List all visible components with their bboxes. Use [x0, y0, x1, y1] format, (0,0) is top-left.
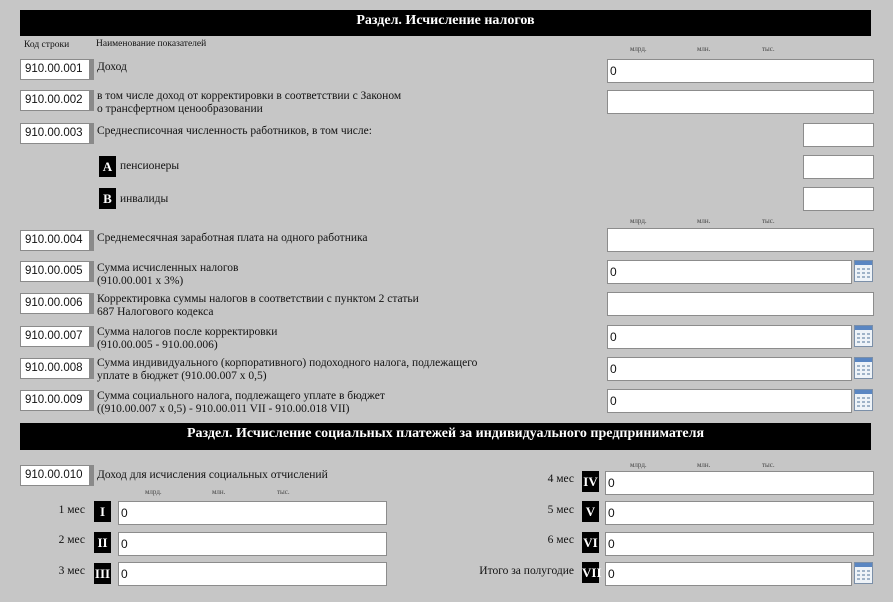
month-2-label: 2 мес: [58, 534, 85, 546]
row-code: 910.00.006: [20, 293, 94, 314]
unit-label-ths: тыс.: [762, 461, 775, 469]
unit-label-mln: млн.: [697, 217, 711, 225]
badge-v: V: [582, 501, 599, 522]
column-header-name: Наименование показателей: [96, 39, 207, 49]
unit-label-mln: млн.: [697, 461, 711, 469]
month-4-input[interactable]: 0: [605, 471, 874, 495]
badge-iv: IV: [582, 471, 599, 492]
section-header-social: Раздел. Исчисление социальных платежей за индивидуального предпринимателя: [20, 423, 871, 450]
transfer-pricing-income-input[interactable]: [607, 90, 874, 114]
employee-count-input[interactable]: [803, 123, 874, 147]
calendar-icon[interactable]: [854, 389, 873, 411]
month-1-label: 1 мес: [58, 504, 85, 516]
month-1-input[interactable]: 0: [118, 501, 387, 525]
row-code: 910.00.002: [20, 90, 94, 111]
pensioners-input[interactable]: [803, 155, 874, 179]
row-label: Доход: [97, 61, 127, 73]
row-label: Сумма налогов после корректировки (910.00.005 - 910.00.006): [97, 326, 278, 351]
badge-a: A: [99, 156, 116, 177]
row-label: Среднесписочная численность работников, в том числе:: [97, 125, 372, 137]
month-4-label: 4 мес: [547, 473, 574, 485]
month-3-input[interactable]: 0: [118, 562, 387, 586]
row-label: Среднемесячная заработная плата на одного работника: [97, 232, 368, 244]
month-5-input[interactable]: 0: [605, 501, 874, 525]
calendar-icon[interactable]: [854, 562, 873, 584]
tax-adjustment-input[interactable]: [607, 292, 874, 316]
column-header-code: Код строки: [24, 40, 70, 50]
row-label: Сумма исчисленных налогов (910.00.001 x 3%): [97, 262, 239, 287]
section-header-taxes: Раздел. Исчисление налогов: [20, 10, 871, 36]
row-label: Доход для исчисления социальных отчислений: [97, 469, 328, 481]
badge-vi: VI: [582, 532, 599, 553]
disabled-label: инвалиды: [120, 193, 169, 205]
month-2-input[interactable]: 0: [118, 532, 387, 556]
unit-label-mln: млн.: [212, 488, 226, 496]
unit-label-ths: тыс.: [277, 488, 290, 496]
social-tax-payable-input[interactable]: 0: [607, 389, 852, 413]
income-input[interactable]: 0: [607, 59, 874, 83]
row-code: 910.00.005: [20, 261, 94, 282]
tax-after-adjustment-input[interactable]: 0: [607, 325, 852, 349]
row-label: Корректировка суммы налогов в соответствии с пунктом 2 статьи 687 Налогового кодекса: [97, 293, 419, 318]
unit-label-ths: тыс.: [762, 45, 775, 53]
row-label: Сумма социального налога, подлежащего уплате в бюджет ((910.00.007 x 0,5) - 910.00.011 VII - 910.00.018 VII): [97, 390, 385, 415]
row-code: 910.00.010: [20, 465, 94, 486]
calendar-icon[interactable]: [854, 325, 873, 347]
pensioners-label: пенсионеры: [120, 160, 180, 172]
half-year-total-label: Итого за полугодие: [479, 565, 574, 577]
month-5-label: 5 мес: [547, 504, 574, 516]
row-label: Сумма индивидуального (корпоративного) подоходного налога, подлежащего уплате в бюджет (910.00.007 x 0,5): [97, 357, 478, 382]
badge-ii: II: [94, 532, 111, 553]
calendar-icon[interactable]: [854, 260, 873, 282]
unit-label-bln: млрд.: [630, 217, 647, 225]
badge-iii: III: [94, 563, 111, 584]
unit-label-bln: млрд.: [145, 488, 162, 496]
disabled-input[interactable]: [803, 187, 874, 211]
row-code: 910.00.009: [20, 390, 94, 411]
row-code: 910.00.008: [20, 358, 94, 379]
row-code: 910.00.003: [20, 123, 94, 144]
row-code: 910.00.001: [20, 59, 94, 80]
unit-label-bln: млрд.: [630, 45, 647, 53]
half-year-total-input[interactable]: 0: [605, 562, 852, 586]
badge-vii: VII: [582, 562, 599, 583]
row-label: в том числе доход от корректировки в соответствии с Законом о трансфертном ценообразовании: [97, 90, 402, 115]
calculated-tax-input[interactable]: 0: [607, 260, 852, 284]
month-3-label: 3 мес: [58, 565, 85, 577]
calendar-icon[interactable]: [854, 357, 873, 379]
month-6-label: 6 мес: [547, 534, 574, 546]
month-6-input[interactable]: 0: [605, 532, 874, 556]
badge-b: B: [99, 188, 116, 209]
avg-salary-input[interactable]: [607, 228, 874, 252]
badge-i: I: [94, 501, 111, 522]
row-code: 910.00.007: [20, 326, 94, 347]
unit-label-ths: тыс.: [762, 217, 775, 225]
unit-label-bln: млрд.: [630, 461, 647, 469]
row-code: 910.00.004: [20, 230, 94, 251]
income-tax-payable-input[interactable]: 0: [607, 357, 852, 381]
unit-label-mln: млн.: [697, 45, 711, 53]
